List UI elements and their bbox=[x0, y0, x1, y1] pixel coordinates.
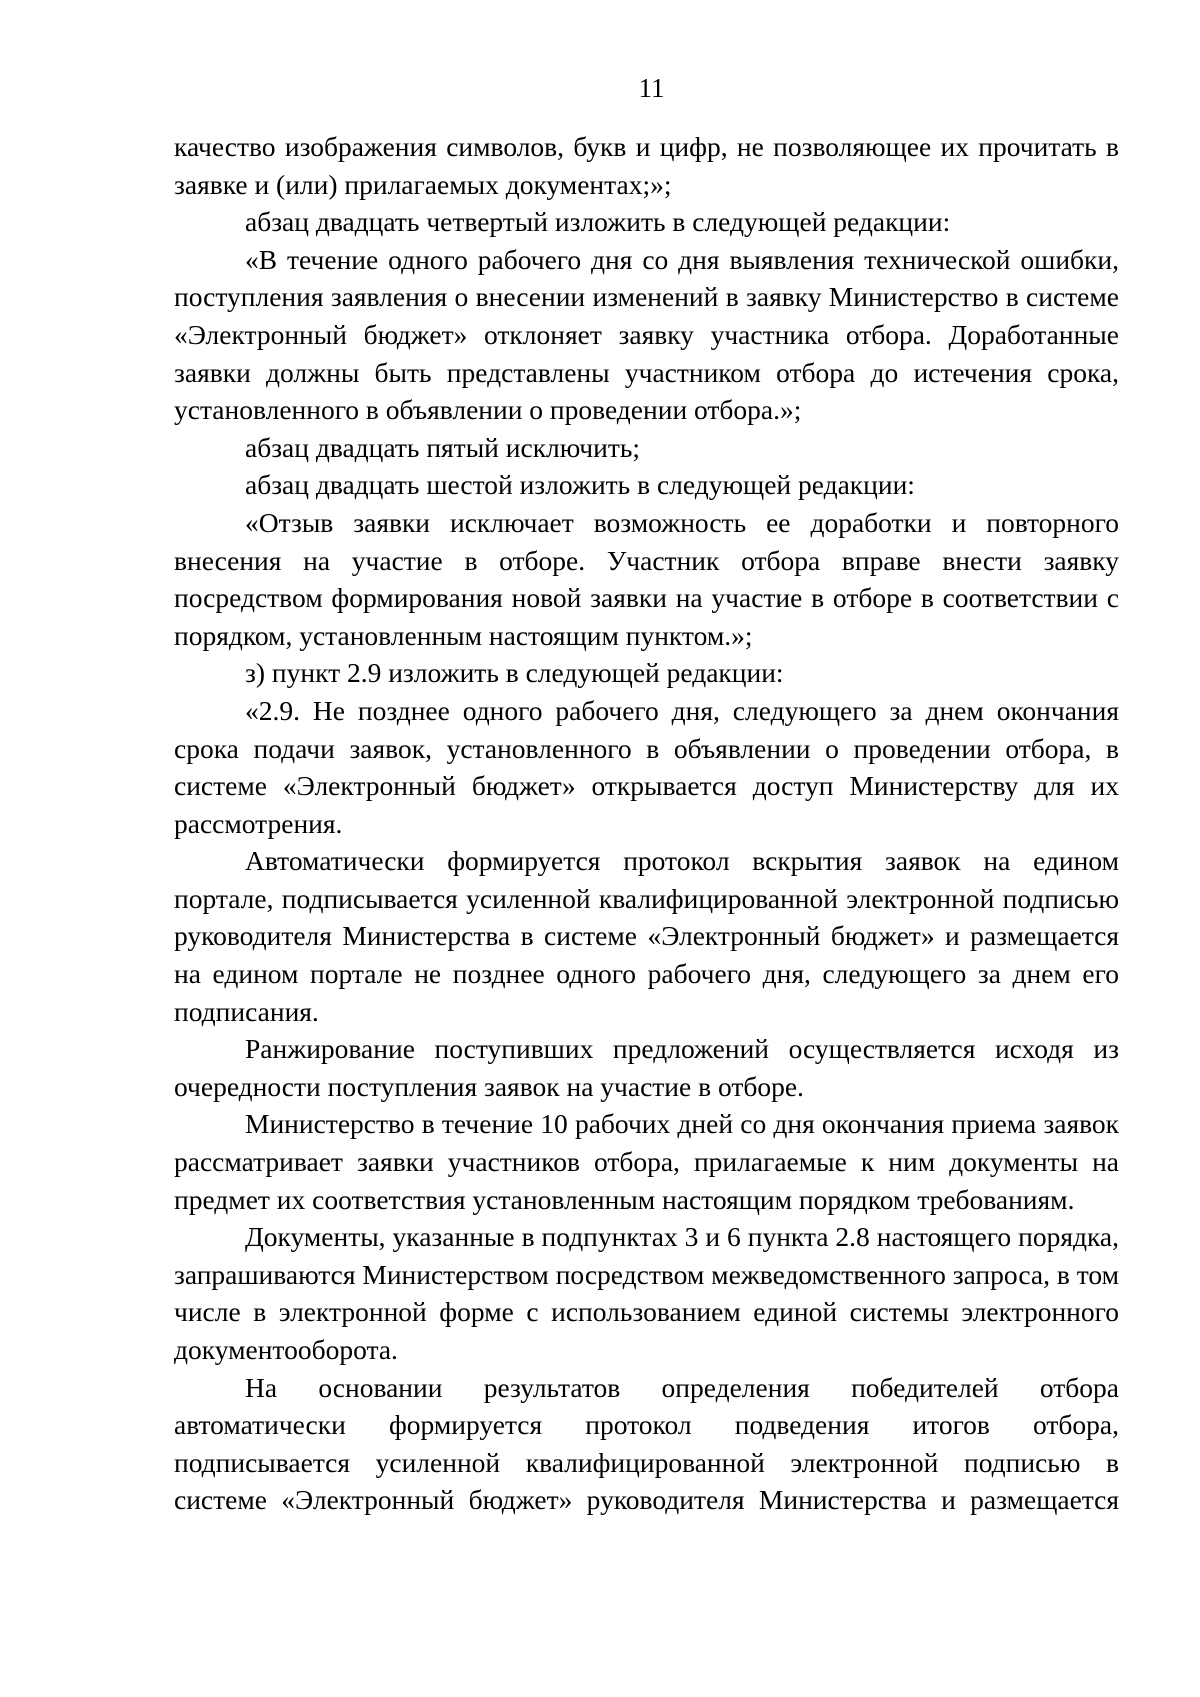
paragraph: Автоматически формируется протокол вскрытия заявок на едином портале, подписывается усиленной квалифицированной электронной подписью руководителя Министерства в системе «Электронный бюджет» и размещается на едином портале не позднее одного рабочего дня, следующего за днем его подписания. bbox=[174, 845, 1119, 1027]
paragraph: абзац двадцать четвертый изложить в следующей редакции: bbox=[245, 206, 951, 238]
paragraph: Министерство в течение 10 рабочих дней со дня окончания приема заявок рассматривает заявки участников отбора, прилагаемые к ним документы на предмет их соответствия установленным настоящим порядком требованиям. bbox=[174, 1108, 1119, 1215]
paragraph: абзац двадцать шестой изложить в следующей редакции: bbox=[245, 469, 915, 501]
paragraph: Ранжирование поступивших предложений осуществляется исходя из очередности поступления заявок на участие в отборе. bbox=[174, 1033, 1119, 1102]
document-page bbox=[174, 68, 1119, 1519]
paragraph: качество изображения символов, букв и цифр, не позволяющее их прочитать в заявке и (или) прилагаемых документах;»; bbox=[174, 131, 1119, 200]
paragraph: На основании результатов определения победителей отбора автоматически формируется протокол подведения итогов отбора, подписывается усиленной квалифицированной электронной подписью в системе «Электронный бюджет» руководителя Министерства и размещается bbox=[174, 1371, 1119, 1516]
paragraph: «2.9. Не позднее одного рабочего дня, следующего за днем окончания срока подачи заявок, установленного в объявлении о проведении отбора, в системе «Электронный бюджет» открывается доступ Министерству для их рассмотрения. bbox=[174, 694, 1119, 839]
paragraph: «В течение одного рабочего дня со дня выявления технической ошибки, поступления заявления о внесении изменений в заявку Министерство в системе «Электронный бюджет» отклоняет заявку участника отбора. Доработанные заявки должны быть представлены участником отбора до истечения срока, установленного в объявлении о проведении отбора.»; bbox=[174, 243, 1119, 426]
paragraph: абзац двадцать пятый исключить; bbox=[245, 431, 641, 463]
paragraph: «Отзыв заявки исключает возможность ее доработки и повторного внесения на участие в отборе. Участник отбора вправе внести заявку посредством формирования новой заявки на участие в отборе в соответствии с порядком, установленным настоящим пунктом.»; bbox=[174, 506, 1119, 651]
paragraph: з) пункт 2.9 изложить в следующей редакции: bbox=[245, 657, 784, 689]
paragraph: Документы, указанные в подпунктах 3 и 6 пункта 2.8 настоящего порядка, запрашиваются Министерством посредством межведомственного запроса, в том числе в электронной форме с использованием единой системы электронного документооборота. bbox=[174, 1221, 1119, 1365]
page-number: 11 bbox=[638, 73, 665, 103]
document-body bbox=[174, 128, 1119, 1519]
